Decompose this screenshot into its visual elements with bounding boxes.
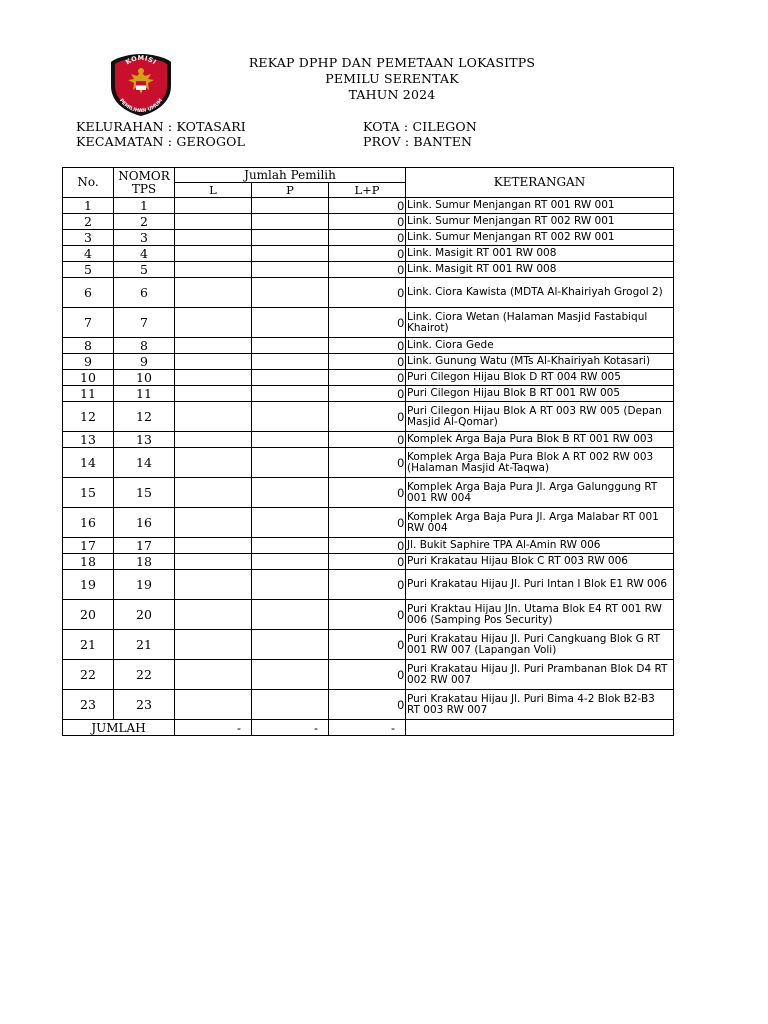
cell-p xyxy=(252,690,329,720)
cell-no: 2 xyxy=(63,214,114,230)
cell-keterangan: Puri Krakatau Hijau Jl. Puri Intan I Blok E1 RW 006 xyxy=(406,570,674,600)
cell-no: 4 xyxy=(63,246,114,262)
header-p: P xyxy=(252,183,329,198)
cell-keterangan: Link. Ciora Kawista (MDTA Al-Khairiyah Grogol 2) xyxy=(406,278,674,308)
cell-l xyxy=(175,448,252,478)
table-row xyxy=(63,214,674,230)
cell-p xyxy=(252,262,329,278)
cell-keterangan: Komplek Arga Baja Pura Blok B RT 001 RW 003 xyxy=(406,432,674,448)
cell-no: 9 xyxy=(63,354,114,370)
cell-p xyxy=(252,246,329,262)
cell-lp: 0 xyxy=(329,402,406,432)
cell-tps: 18 xyxy=(114,554,175,570)
cell-lp: 0 xyxy=(329,478,406,508)
cell-l xyxy=(175,246,252,262)
header-nomor-tps-text: NOMOR TPS xyxy=(118,168,170,196)
cell-keterangan: Link. Masigit RT 001 RW 008 xyxy=(406,262,674,278)
cell-no: 6 xyxy=(63,278,114,308)
cell-keterangan: Puri Krakatau Hijau Blok C RT 003 RW 006 xyxy=(406,554,674,570)
table-row xyxy=(63,354,674,370)
table-row xyxy=(63,432,674,448)
cell-tps: 20 xyxy=(114,600,175,630)
cell-l xyxy=(175,214,252,230)
kecamatan-label: KECAMATAN : GEROGOL xyxy=(76,134,246,149)
cell-keterangan: Link. Sumur Menjangan RT 001 RW 001 xyxy=(406,198,674,214)
cell-p xyxy=(252,402,329,432)
cell-tps: 11 xyxy=(114,386,175,402)
cell-keterangan: Puri Cilegon Hijau Blok A RT 003 RW 005 (Depan Masjid Al-Qomar) xyxy=(406,402,674,432)
cell-keterangan: Link. Ciora Wetan (Halaman Masjid Fastabiqul Khairot) xyxy=(406,308,674,338)
cell-no: 21 xyxy=(63,630,114,660)
cell-keterangan: Link. Gunung Watu (MTs Al-Khairiyah Kotasari) xyxy=(406,354,674,370)
cell-p xyxy=(252,198,329,214)
cell-lp: 0 xyxy=(329,690,406,720)
cell-l xyxy=(175,508,252,538)
table-row xyxy=(63,370,674,386)
cell-no: 20 xyxy=(63,600,114,630)
cell-tps: 7 xyxy=(114,308,175,338)
cell-lp: 0 xyxy=(329,660,406,690)
cell-tps: 3 xyxy=(114,230,175,246)
header-jumlah-pemilih: Jumlah Pemilih xyxy=(175,168,406,183)
cell-lp: 0 xyxy=(329,386,406,402)
prov-label: PROV : BANTEN xyxy=(363,134,473,149)
cell-p xyxy=(252,214,329,230)
table-row xyxy=(63,538,674,554)
cell-l xyxy=(175,354,252,370)
cell-l xyxy=(175,478,252,508)
kpu-emblem-icon xyxy=(107,52,175,118)
cell-lp: 0 xyxy=(329,448,406,478)
logo-text-bottom: PEMILIHAN UMUM xyxy=(117,97,165,115)
cell-keterangan: Komplek Arga Baja Pura Blok A RT 002 RW 003 (Halaman Masjid At-Taqwa) xyxy=(406,448,674,478)
cell-keterangan: Puri Krakatau Hijau Jl. Puri Bima 4-2 Blok B2-B3 RT 003 RW 007 xyxy=(406,690,674,720)
cell-l xyxy=(175,338,252,354)
cell-lp: 0 xyxy=(329,508,406,538)
cell-tps: 16 xyxy=(114,508,175,538)
cell-no: 23 xyxy=(63,690,114,720)
recap-table xyxy=(62,167,674,736)
cell-keterangan: Link. Masigit RT 001 RW 008 xyxy=(406,246,674,262)
cell-lp: 0 xyxy=(329,214,406,230)
cell-p xyxy=(252,386,329,402)
cell-p xyxy=(252,354,329,370)
cell-lp: 0 xyxy=(329,630,406,660)
table-row xyxy=(63,690,674,720)
total-keterangan xyxy=(406,720,674,736)
cell-tps: 22 xyxy=(114,660,175,690)
cell-l xyxy=(175,432,252,448)
cell-tps: 1 xyxy=(114,198,175,214)
table-row xyxy=(63,246,674,262)
kota-label: KOTA : CILEGON xyxy=(363,119,477,134)
cell-no: 13 xyxy=(63,432,114,448)
cell-tps: 9 xyxy=(114,354,175,370)
cell-l xyxy=(175,262,252,278)
total-row xyxy=(63,720,674,736)
cell-p xyxy=(252,432,329,448)
cell-p xyxy=(252,600,329,630)
cell-lp: 0 xyxy=(329,230,406,246)
cell-keterangan: Link. Sumur Menjangan RT 002 RW 001 xyxy=(406,214,674,230)
cell-p xyxy=(252,278,329,308)
table-row xyxy=(63,338,674,354)
table-row xyxy=(63,448,674,478)
cell-p xyxy=(252,448,329,478)
cell-l xyxy=(175,370,252,386)
cell-l xyxy=(175,660,252,690)
cell-no: 3 xyxy=(63,230,114,246)
cell-tps: 4 xyxy=(114,246,175,262)
cell-lp: 0 xyxy=(329,278,406,308)
table-row xyxy=(63,478,674,508)
cell-lp: 0 xyxy=(329,198,406,214)
total-label: JUMLAH xyxy=(63,720,175,736)
cell-l xyxy=(175,630,252,660)
header-no: No. xyxy=(63,168,114,198)
table-row xyxy=(63,508,674,538)
cell-tps: 13 xyxy=(114,432,175,448)
cell-lp: 0 xyxy=(329,338,406,354)
cell-tps: 10 xyxy=(114,370,175,386)
cell-p xyxy=(252,230,329,246)
cell-lp: 0 xyxy=(329,308,406,338)
cell-tps: 8 xyxy=(114,338,175,354)
cell-keterangan: Jl. Bukit Saphire TPA Al-Amin RW 006 xyxy=(406,538,674,554)
cell-l xyxy=(175,386,252,402)
table-row xyxy=(63,278,674,308)
title-line-2: PEMILU SERENTAK xyxy=(325,71,459,86)
cell-no: 15 xyxy=(63,478,114,508)
cell-lp: 0 xyxy=(329,554,406,570)
cell-keterangan: Puri Krakatau Hijau Jl. Puri Cangkuang Blok G RT 001 RW 007 (Lapangan Voli) xyxy=(406,630,674,660)
cell-keterangan: Puri Kraktau Hijau Jln. Utama Blok E4 RT 001 RW 006 (Samping Pos Security) xyxy=(406,600,674,630)
cell-no: 7 xyxy=(63,308,114,338)
cell-no: 16 xyxy=(63,508,114,538)
table-row xyxy=(63,386,674,402)
kelurahan-label: KELURAHAN : KOTASARI xyxy=(76,119,246,134)
table-row xyxy=(63,402,674,432)
cell-p xyxy=(252,538,329,554)
cell-p xyxy=(252,308,329,338)
cell-p xyxy=(252,660,329,690)
cell-p xyxy=(252,570,329,600)
cell-l xyxy=(175,570,252,600)
title-line-3: TAHUN 2024 xyxy=(348,87,436,102)
total-l: - xyxy=(175,720,252,736)
cell-tps: 23 xyxy=(114,690,175,720)
table-row xyxy=(63,660,674,690)
cell-no: 10 xyxy=(63,370,114,386)
cell-keterangan: Link. Sumur Menjangan RT 002 RW 001 xyxy=(406,230,674,246)
table-row xyxy=(63,600,674,630)
cell-tps: 15 xyxy=(114,478,175,508)
total-lp: - xyxy=(329,720,406,736)
cell-tps: 5 xyxy=(114,262,175,278)
cell-no: 17 xyxy=(63,538,114,554)
total-p: - xyxy=(252,720,329,736)
cell-no: 18 xyxy=(63,554,114,570)
cell-keterangan: Link. Ciora Gede xyxy=(406,338,674,354)
cell-l xyxy=(175,690,252,720)
cell-lp: 0 xyxy=(329,538,406,554)
cell-tps: 21 xyxy=(114,630,175,660)
cell-no: 19 xyxy=(63,570,114,600)
cell-no: 1 xyxy=(63,198,114,214)
logo-text-top: KOMISI xyxy=(124,53,159,67)
cell-lp: 0 xyxy=(329,354,406,370)
cell-l xyxy=(175,308,252,338)
cell-no: 11 xyxy=(63,386,114,402)
cell-l xyxy=(175,230,252,246)
cell-l xyxy=(175,538,252,554)
header-lp: L+P xyxy=(329,183,406,198)
cell-l xyxy=(175,554,252,570)
cell-tps: 6 xyxy=(114,278,175,308)
cell-p xyxy=(252,508,329,538)
cell-tps: 14 xyxy=(114,448,175,478)
table-row xyxy=(63,630,674,660)
cell-lp: 0 xyxy=(329,370,406,386)
cell-keterangan: Komplek Arga Baja Pura Jl. Arga Malabar RT 001 RW 004 xyxy=(406,508,674,538)
table-row xyxy=(63,554,674,570)
cell-keterangan: Puri Cilegon Hijau Blok D RT 004 RW 005 xyxy=(406,370,674,386)
cell-keterangan: Puri Cilegon Hijau Blok B RT 001 RW 005 xyxy=(406,386,674,402)
title-line-1: REKAP DPHP DAN PEMETAAN LOKASITPS xyxy=(248,55,536,70)
cell-lp: 0 xyxy=(329,246,406,262)
cell-no: 14 xyxy=(63,448,114,478)
table-row xyxy=(63,308,674,338)
header-keterangan: KETERANGAN xyxy=(406,168,674,198)
cell-p xyxy=(252,370,329,386)
cell-tps: 17 xyxy=(114,538,175,554)
cell-lp: 0 xyxy=(329,570,406,600)
cell-tps: 12 xyxy=(114,402,175,432)
cell-tps: 2 xyxy=(114,214,175,230)
cell-p xyxy=(252,478,329,508)
cell-p xyxy=(252,630,329,660)
cell-lp: 0 xyxy=(329,262,406,278)
table-row xyxy=(63,262,674,278)
cell-tps: 19 xyxy=(114,570,175,600)
cell-lp: 0 xyxy=(329,600,406,630)
header-l: L xyxy=(175,183,252,198)
cell-l xyxy=(175,402,252,432)
table-row xyxy=(63,570,674,600)
table-body xyxy=(63,198,674,736)
cell-lp: 0 xyxy=(329,432,406,448)
cell-l xyxy=(175,600,252,630)
cell-l xyxy=(175,278,252,308)
header-nomor-tps xyxy=(114,168,175,198)
cell-keterangan: Puri Krakatau Hijau Jl. Puri Prambanan Blok D4 RT 002 RW 007 xyxy=(406,660,674,690)
cell-p xyxy=(252,554,329,570)
cell-p xyxy=(252,338,329,354)
cell-no: 22 xyxy=(63,660,114,690)
cell-l xyxy=(175,198,252,214)
cell-no: 5 xyxy=(63,262,114,278)
cell-keterangan: Komplek Arga Baja Pura Jl. Arga Galunggung RT 001 RW 004 xyxy=(406,478,674,508)
table-row xyxy=(63,230,674,246)
cell-no: 8 xyxy=(63,338,114,354)
cell-no: 12 xyxy=(63,402,114,432)
table-row xyxy=(63,198,674,214)
